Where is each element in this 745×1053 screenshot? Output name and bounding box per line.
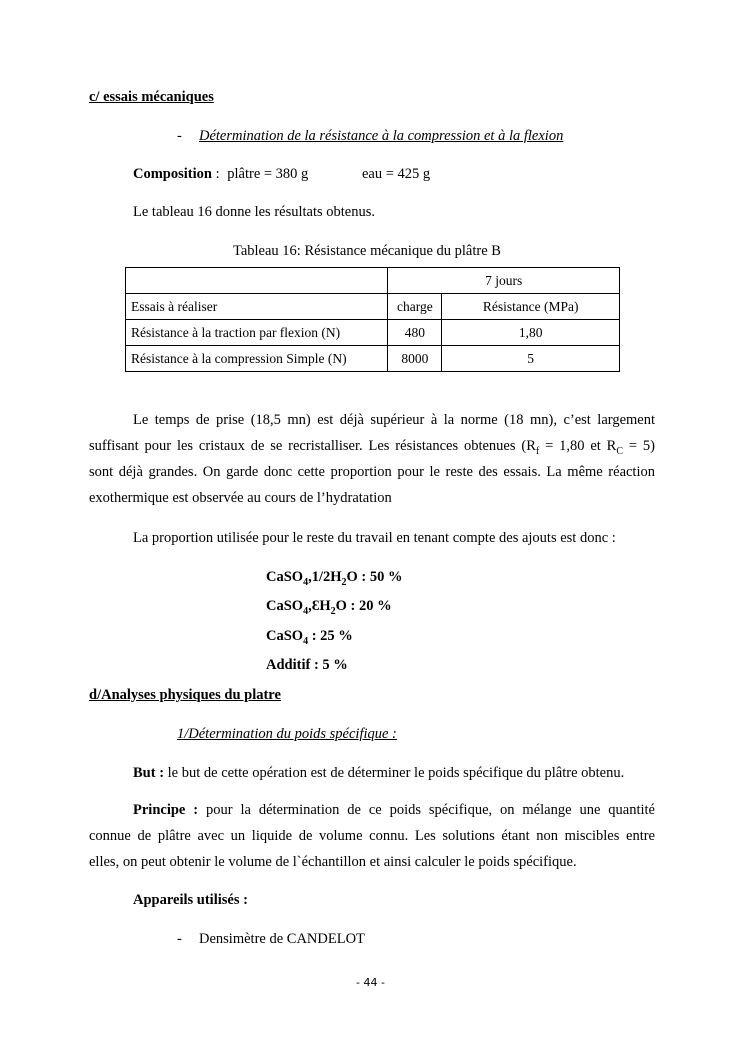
page-number: - 44 - [356,976,385,989]
table-header-cell: charge [388,294,442,320]
appareils-label: Appareils utilisés : [133,892,248,908]
composition-label: Composition [133,166,212,182]
results-table [125,267,620,372]
proportion-intro: La proportion utilisée pour le reste du travail en tenant compte des ajouts est donc : [133,530,616,546]
table-header-cell: Essais à réaliser [126,294,388,320]
table-header-cell: Résistance (MPa) [442,294,620,320]
list-dash: - [177,128,182,144]
table-cell: 5 [442,346,620,372]
table-cell: 480 [388,320,442,346]
section-c-heading: c/ essais mécaniques [89,89,214,105]
appareil-item: Densimètre de CANDELOT [199,931,365,947]
paragraph-line: sont déjà grandes. On garde donc cette proportion pour le reste des essais. La même réaction [89,464,655,480]
paragraph-line: Principe : pour la détermination de ce poids spécifique, on mélange une quantité [133,802,655,818]
paragraph-line: Le temps de prise (18,5 mn) est déjà supérieur à la norme (18 mn), c’est largement [133,412,655,428]
composition-platre: plâtre = 380 g [227,166,309,182]
table-empty-cell [126,268,388,294]
table-row [126,346,620,372]
table-header-row [126,294,620,320]
but-line [133,765,624,782]
subheading-poids-specifique: 1/Détermination du poids spécifique : [177,726,397,742]
table-group-header: 7 jours [388,268,620,294]
table-row [126,320,620,346]
subheading-compression-flexion: Détermination de la résistance à la compression et à la flexion [199,128,564,144]
but-label: But : [133,765,165,781]
composition-line [133,166,308,183]
table-cell: Résistance à la traction par flexion (N) [126,320,388,346]
composition-colon: : [215,166,220,182]
but-text: le but de cette opération est de déterminer le poids spécifique du plâtre obtenu. [164,765,625,781]
table-cell: Résistance à la compression Simple (N) [126,346,388,372]
paragraph-setting-time [89,407,655,511]
paragraph-line: elles, on peut obtenir le volume de l`échantillon et ainsi calculer le poids spécifique. [89,854,577,870]
paragraph-line: suffisant pour les cristaux de se recristalliser. Les résistances obtenues ($R_f = 1,80$ et $R_C = 5$) [89,438,655,457]
paragraph-line: connue de plâtre avec un liquide de volume connu. Les solutions étant non miscibles entre [89,828,655,844]
section-d-heading: d/Analyses physiques du platre [89,687,281,703]
table-intro: Le tableau 16 donne les résultats obtenus. [133,204,376,220]
paragraph-principe [89,797,655,875]
table-cell: 8000 [388,346,442,372]
paragraph-line: exothermique est observée au cours de l’hydratation [89,490,392,506]
formula-anhydrite: CaSO$_4$ : 25 % [266,628,353,647]
formula-hydrate: $CaSO_4,ƐH_2O$ : 20 % [266,598,392,617]
table-group-header-row [126,268,620,294]
list-dash: - [177,931,182,947]
composition-eau: eau = 425 g [362,166,431,182]
formula-hemihydrate: $CaSO_4,1/2H_2O$ : 50 % [266,569,403,588]
table-cell: 1,80 [442,320,620,346]
formula-additif: Additif : 5 % [266,657,348,673]
table-caption: Tableau 16: Résistance mécanique du plâtre B [233,243,501,259]
